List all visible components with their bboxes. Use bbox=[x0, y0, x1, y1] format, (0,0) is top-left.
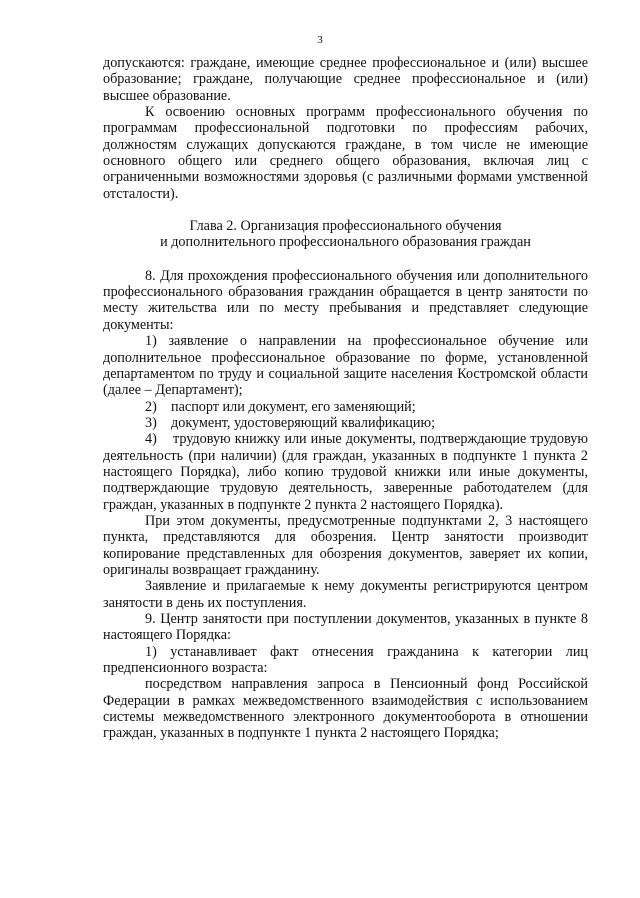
paragraph-admission: К освоению основных программ профессионального обучения по программам профессиональной подготовки по профессиям рабочих, должностям служащих допускаются граждане, в том числе не имеющие основного общего или среднего общего образования, включая лиц с ограниченными возможностями здоровья (с различными формами умственной отсталости). bbox=[103, 104, 588, 202]
document-body bbox=[103, 55, 588, 742]
paragraph-subitem-2: 2) паспорт или документ, его заменяющий; bbox=[145, 398, 416, 415]
chapter-heading bbox=[103, 218, 588, 251]
paragraph-subitem-3: 3) документ, удостоверяющий квалификацию; bbox=[145, 414, 436, 431]
paragraph-item-9-subitem-1: 1) устанавливает факт отнесения гражданина к категории лиц предпенсионного возраста: bbox=[103, 643, 588, 677]
paragraph-subitem-4: 4) трудовую книжку или иные документы, подтверждающие трудовую деятельность (при наличии) (для граждан, указанных в подпункте 1 пункта 2 настоящего Порядка), либо копию трудовой книжки или иные документы, подтверждающие трудовую деятельность, заверенные работодателем (для граждан, указанных в подпункте 2 пункта 2 настоящего Порядка). bbox=[103, 431, 588, 513]
paragraph-subitem-1: 1) заявление о направлении на профессиональное обучение или дополнительное профессиональное образование по форме, установленной департаментом по труду и социальной защите населения Костромской области (далее – Департамент); bbox=[103, 333, 588, 399]
page-number: 3 bbox=[317, 34, 323, 46]
paragraph-inspection: При этом документы, предусмотренные подпунктами 2, 3 настоящего пункта, представляются для обозрения. Центр занятости производит копирование представленных для обозрения документов, заверяет их копии, оригиналы возвращает гражданину. bbox=[103, 512, 588, 578]
paragraph-item-8: 8. Для прохождения профессионального обучения или дополнительного профессионального образования гражданин обращается в центр занятости по месту жительства или по месту пребывания и представляет следующие документы: bbox=[103, 267, 588, 333]
paragraph-registration: Заявление и прилагаемые к нему документы регистрируются центром занятости в день их поступления. bbox=[103, 578, 588, 611]
paragraph-pension-request: посредством направления запроса в Пенсионный фонд Российской Федерации в рамках межведомственного взаимодействия с использованием системы межведомственного электронного документооборота в отношении граждан, указанных в подпункте 1 пункта 2 настоящего Порядка; bbox=[103, 676, 588, 742]
paragraph-continuation: допускаются: граждане, имеющие среднее профессиональное и (или) высшее образование; граждане, получающие среднее профессиональное и (или) высшее образование. bbox=[103, 55, 588, 104]
paragraph-item-9: 9. Центр занятости при поступлении документов, указанных в пункте 8 настоящего Порядка: bbox=[103, 611, 588, 644]
chapter-heading-line-2: и дополнительного профессионального образования граждан bbox=[160, 234, 531, 251]
chapter-heading-line-1: Глава 2. Организация профессионального обучения bbox=[189, 218, 502, 235]
